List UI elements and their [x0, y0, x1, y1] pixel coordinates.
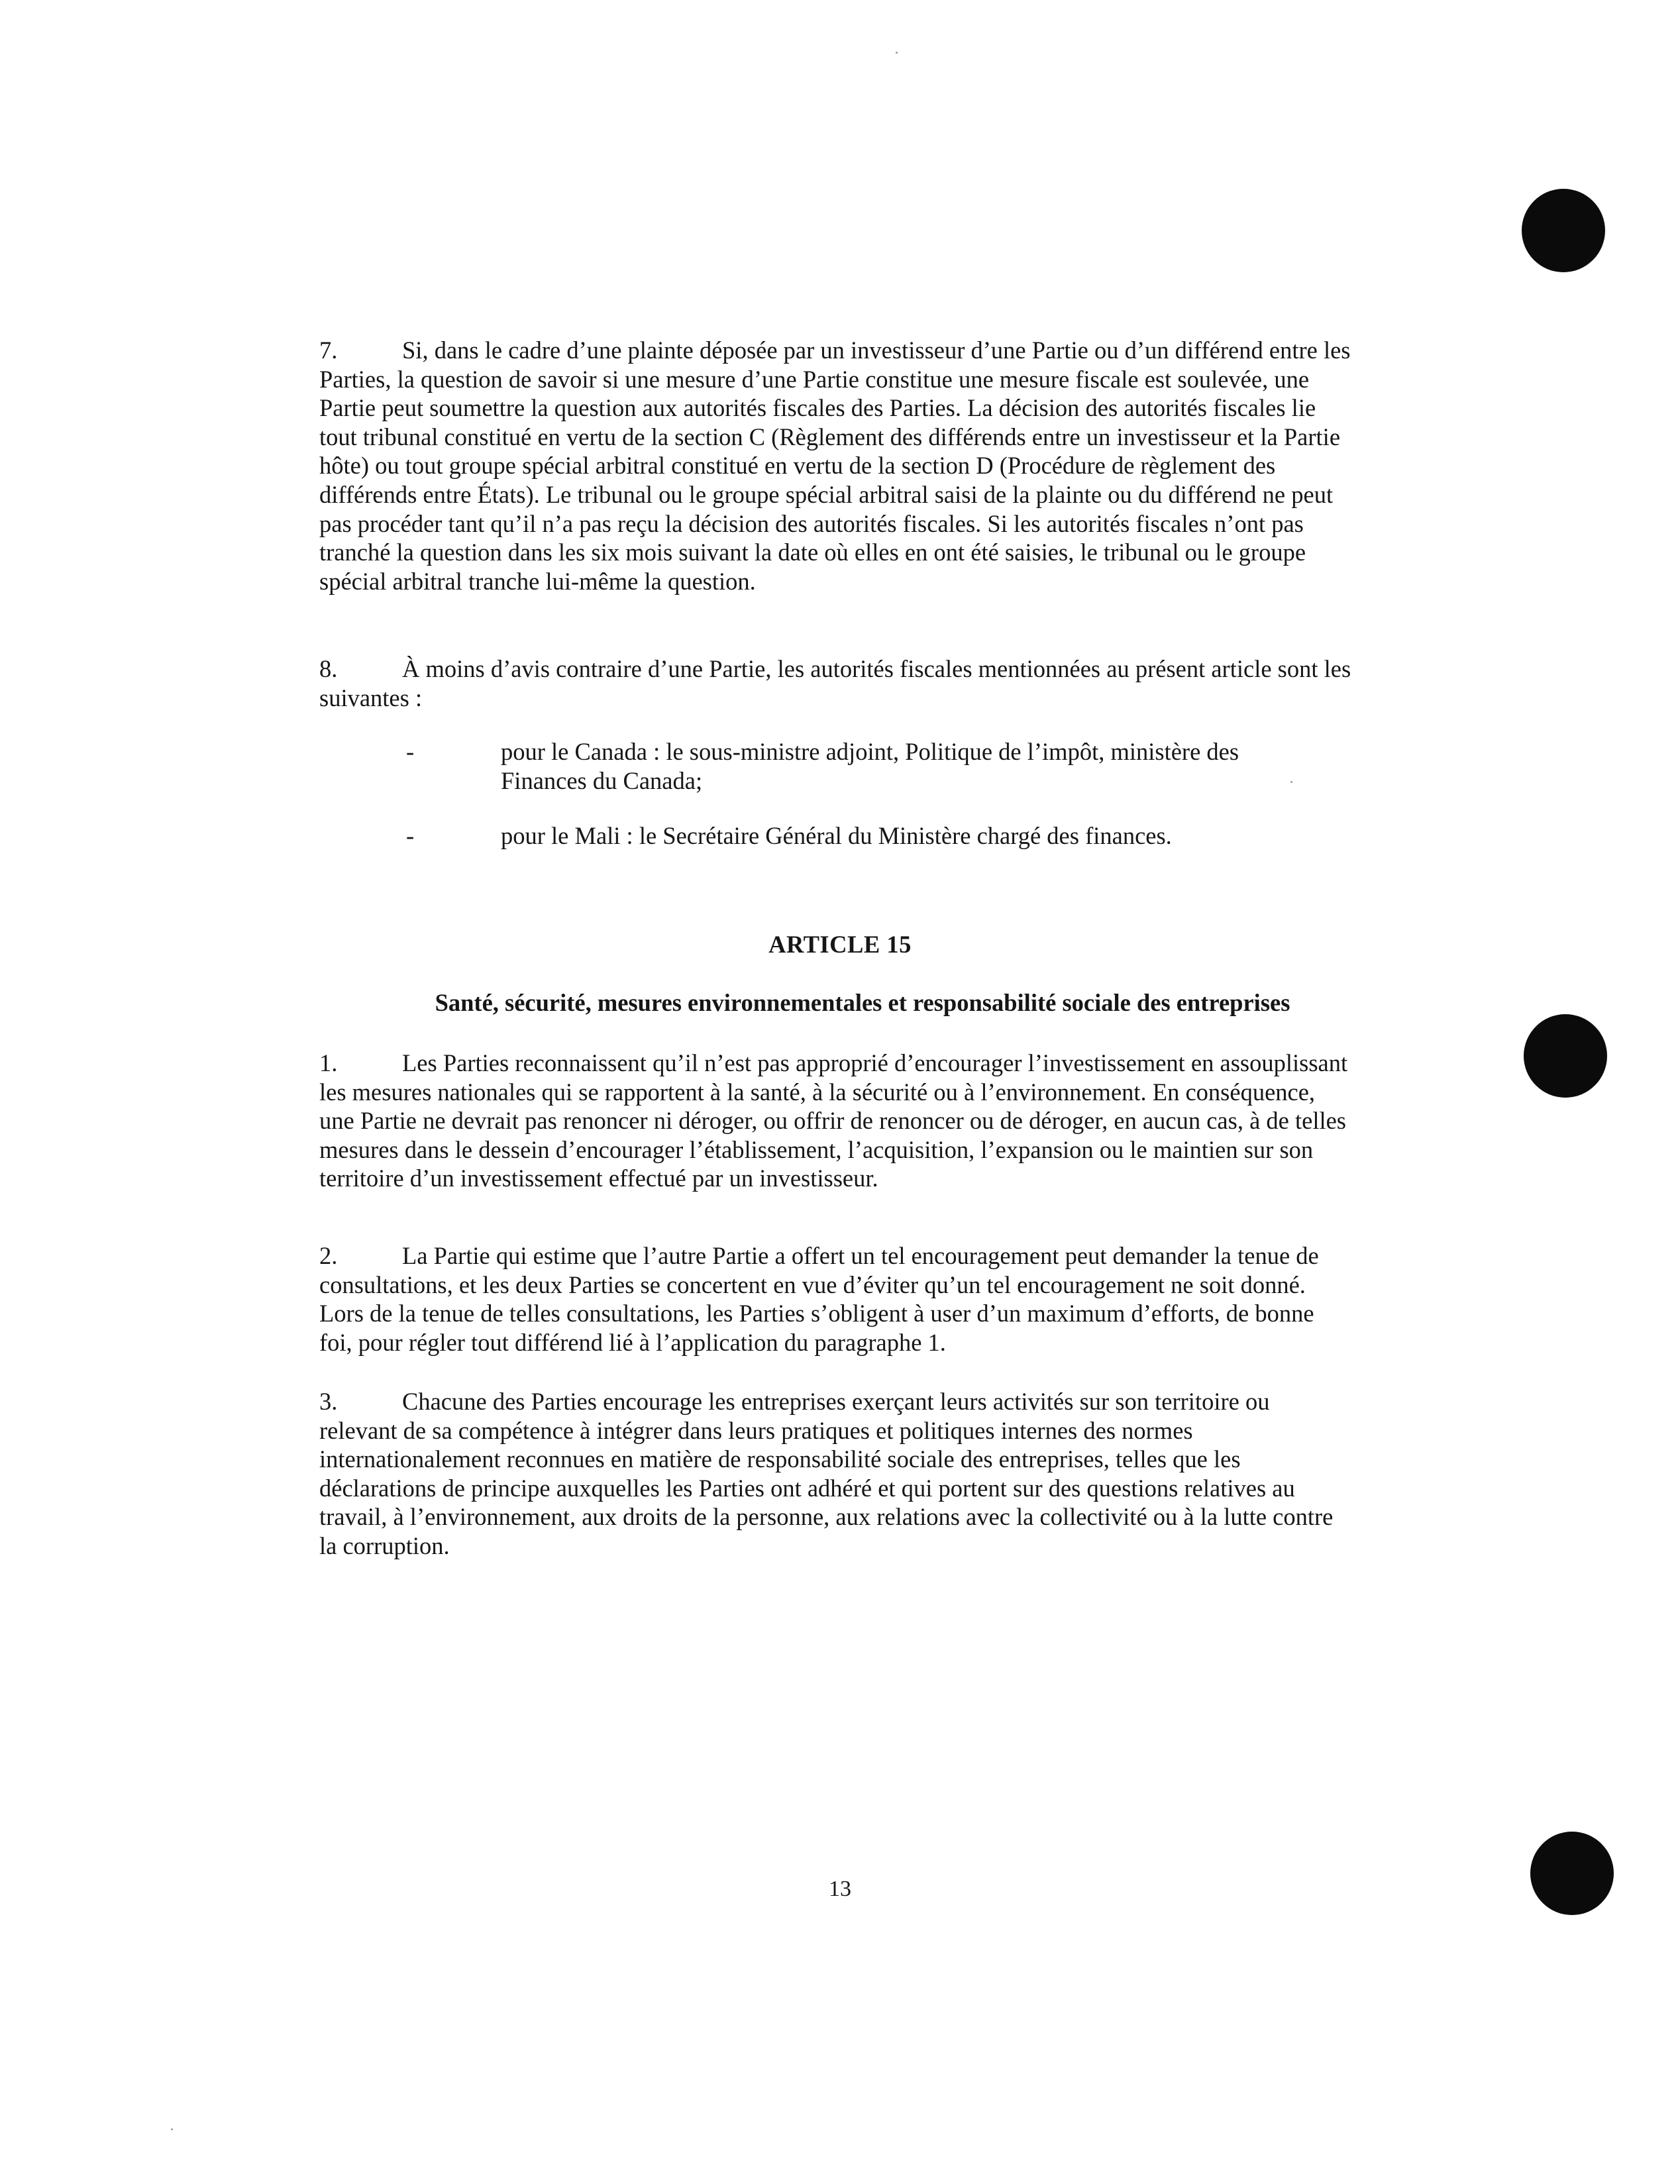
paragraph-number: 8. — [319, 655, 338, 682]
paragraph-8 — [319, 654, 1353, 712]
paragraph-text: À moins d’avis contraire d’une Partie, les autorités fiscales mentionnées au présent article sont les suivantes : — [319, 655, 1351, 711]
article-paragraph-2 — [319, 1241, 1353, 1357]
scan-speck — [896, 52, 898, 54]
punch-hole-bottom — [1530, 1832, 1614, 1915]
paragraph-number: 1. — [319, 1049, 338, 1076]
list-dash: - — [406, 822, 415, 849]
article-subtitle: Santé, sécurité, mesures environnementales et responsabilité sociale des entreprises — [435, 989, 1290, 1016]
article-title: ARTICLE 15 — [768, 931, 912, 958]
list-item-text: pour le Canada : le sous-ministre adjoint, Politique de l’impôt, ministère des Finances du Canada; — [501, 738, 1239, 794]
list-item-text: pour le Mali : le Secrétaire Général du Ministère chargé des finances. — [501, 822, 1172, 849]
paragraph-text: Chacune des Parties encourage les entreprises exerçant leurs activités sur son territoire ou relevant de sa compétence à intégrer dans leurs pratiques et politiques internes des normes internationalement reconnues en matière de responsabilité sociale des entreprises, telles que les déclarations de principe auxquelles les Parties ont adhéré et qui portent sur des questions relatives au travail, à l’environnement, aux droits de la personne, aux relations avec la collectivité ou à la lutte contre la corruption. — [319, 1388, 1334, 1559]
page-number: 13 — [829, 1877, 851, 1901]
paragraph-text: Les Parties reconnaissent qu’il n’est pas approprié d’encourager l’investissement en assouplissant les mesures nationales qui se rapportent à la santé, à la sécurité ou à l’environnement. En conséquence, une Partie ne devrait pas renoncer ni déroger, ou offrir de renoncer ou de déroger, en aucun cas, à de telles mesures dans le dessein d’encourager l’établissement, l’acquisition, l’expansion ou le maintien sur son territoire d’un investissement effectué par un investisseur. — [319, 1049, 1348, 1192]
paragraph-7 — [319, 336, 1353, 596]
article-paragraph-3 — [319, 1387, 1353, 1561]
scan-speck — [171, 2128, 173, 2130]
punch-hole-middle — [1524, 1014, 1607, 1098]
paragraph-text: La Partie qui estime que l’autre Partie a offert un tel encouragement peut demander la tenue de consultations, et les deux Parties se concertent en vue d’éviter qu’un tel encouragement ne soit donné. Lors de la tenue de telles consultations, les Parties s’obligent à user d’un maximum d’efforts, de bonne foi, pour régler tout différend lié à l’application du paragraphe 1. — [319, 1242, 1319, 1356]
paragraph-number: 3. — [319, 1388, 338, 1415]
paragraph-number: 7. — [319, 337, 338, 364]
article-paragraph-1 — [319, 1049, 1353, 1193]
punch-hole-top — [1522, 189, 1605, 272]
paragraph-number: 2. — [319, 1242, 338, 1269]
list-dash: - — [406, 738, 415, 765]
paragraph-text: Si, dans le cadre d’une plainte déposée par un investisseur d’une Partie ou d’un différend entre les Parties, la question de savoir si une mesure d’une Partie constitue une mesure fiscale est soulevée, une Partie peut soumettre la question aux autorités fiscales des Parties. La décision des autorités fiscales lie tout tribunal constitué en vertu de la section C (Règlement des différends entre un investisseur et la Partie hôte) ou tout groupe spécial arbitral constitué en vertu de la section D (Procédure de règlement des différends entre États). Le tribunal ou le groupe spécial arbitral saisi de la plainte ou du différend ne peut pas procéder tant qu’il n’a pas reçu la décision des autorités fiscales. Si les autorités fiscales n’ont pas tranché la question dans les six mois suivant la date où elles en ont été saisies, le tribunal ou le groupe spécial arbitral tranche lui-même la question. — [319, 337, 1351, 595]
